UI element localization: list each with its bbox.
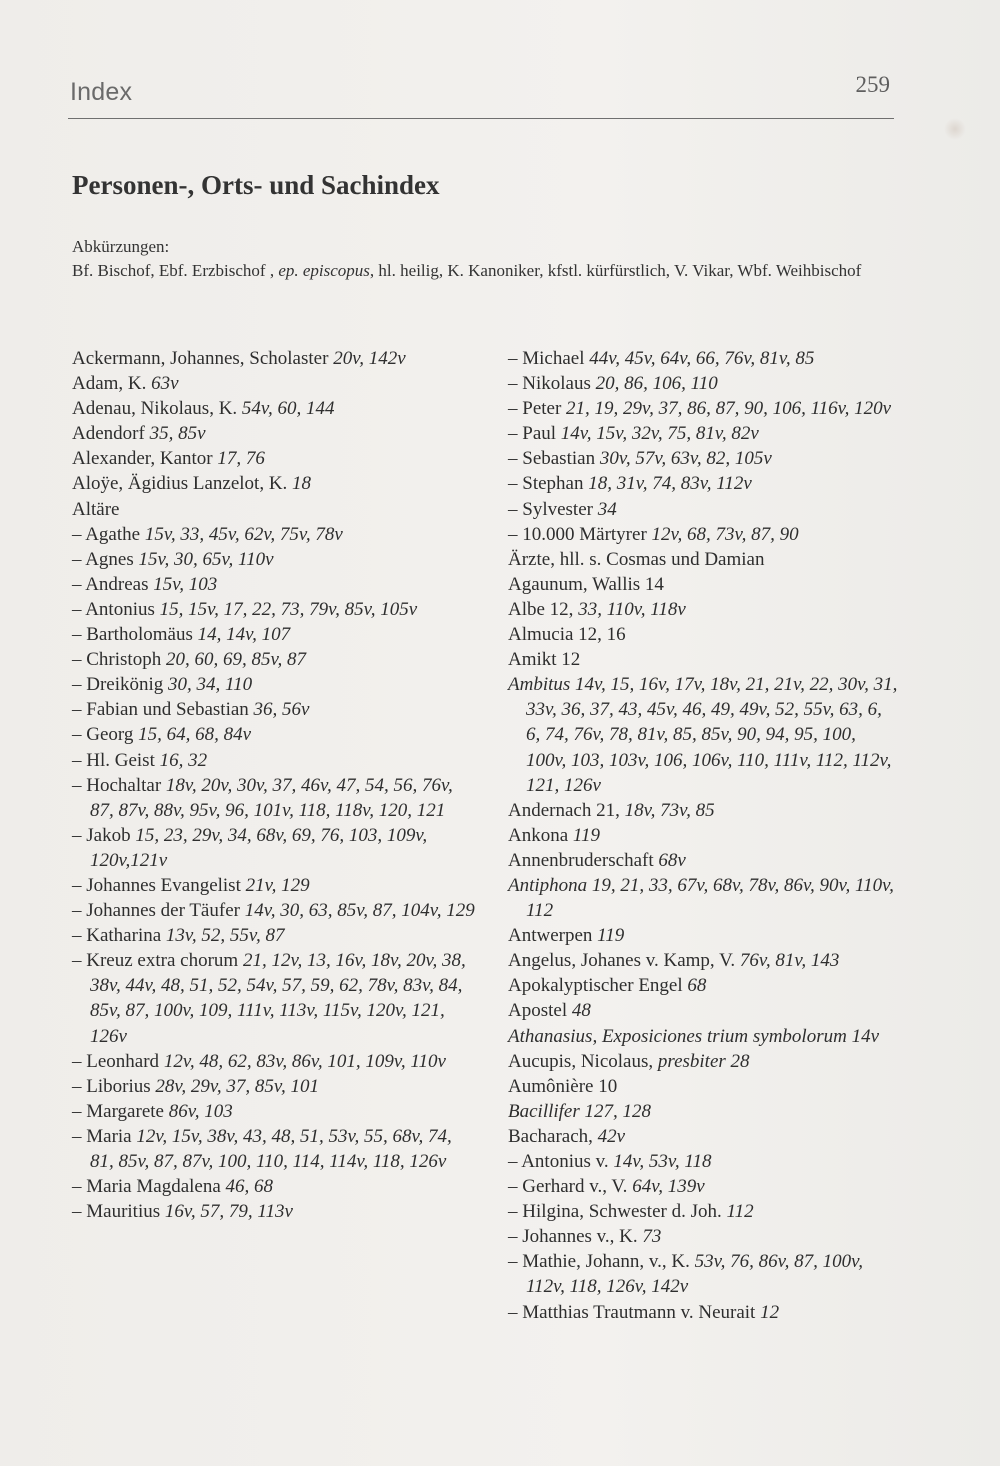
- index-entry-pages: 76v, 81v, 143: [739, 950, 840, 972]
- index-entry-pages: 18v, 20v, 30v, 37, 46v, 47, 54, 56, 76v, 87, 87v, 88v, 95v, 96, 101v, 118, 118v, 120, 121: [90, 774, 453, 821]
- page-number: 259: [855, 72, 890, 97]
- index-entry-term: Apostel: [508, 1000, 572, 1022]
- index-entry-term: Ambitus: [508, 674, 576, 696]
- index-entry-pages: 21, 19, 29v, 37, 86, 87, 90, 106, 116v, 120v: [566, 398, 892, 420]
- index-entry-pages: 35, 85v: [149, 423, 206, 445]
- index-entry: [72, 1049, 477, 1074]
- index-entry: [508, 798, 900, 823]
- index-entry-term: Albe 12,: [508, 598, 579, 620]
- index-entry-term: – Fabian und Sebastian: [72, 699, 254, 721]
- index-entry-term: – Leonhard: [72, 1050, 164, 1072]
- index-entry: [72, 446, 477, 471]
- index-entry-term: – Andreas: [72, 573, 154, 595]
- index-entry: [508, 1249, 900, 1299]
- index-entry-pages: 127, 128: [584, 1100, 652, 1122]
- index-entry-pages: 14, 14v, 107: [197, 624, 291, 646]
- index-entry: [72, 923, 477, 948]
- index-entry-pages: 12v, 68, 73v, 87, 90: [651, 523, 799, 545]
- index-entry: [72, 371, 477, 396]
- index-entry-pages: 14v, 15v, 32v, 75, 81v, 82v: [560, 423, 759, 445]
- index-entry: [72, 823, 477, 873]
- index-entry: [72, 396, 477, 421]
- index-entry-term: Adenau, Nikolaus, K.: [72, 398, 242, 420]
- index-entry-term: Altäre: [72, 498, 120, 520]
- index-entry: [72, 572, 477, 597]
- index-entry-pages: 14v, 15, 16v, 17v, 18v, 21, 21v, 22, 30v, 31, 33v, 36, 37, 43, 45v, 46, 49, 49v, 52, 55v, 63, 6, 6, 74, 76v, 78, 81v, 85, 85v, 90, 94, 95, 100, 100v, 103, 103v, 106, 106v, 110, 111v, 112, 112v, 121, 126v: [526, 674, 898, 796]
- index-entry-term: – Kreuz extra chorum: [72, 950, 243, 972]
- index-entry-pages: 119: [597, 925, 625, 947]
- index-entry-pages: presbiter 28: [657, 1050, 750, 1072]
- index-entry: [72, 1099, 477, 1124]
- abbreviations-heading: Abkürzungen:: [72, 237, 170, 256]
- index-entry: [508, 973, 900, 998]
- index-entry-term: – Agathe: [72, 523, 145, 545]
- index-entry-term: Ackermann, Johannes, Scholaster: [72, 348, 334, 369]
- index-column-right: [508, 346, 900, 1325]
- index-entry: [508, 1149, 900, 1174]
- index-entry-term: – Mathie, Johann, v., K.: [508, 1251, 695, 1273]
- index-entry-pages: 15v, 33, 45v, 62v, 75v, 78v: [144, 523, 343, 545]
- index-entry: [72, 471, 477, 496]
- index-entry-term: Adam, K.: [72, 373, 152, 395]
- index-entry: [72, 722, 477, 747]
- index-entry-pages: 20, 60, 69, 85v, 87: [165, 649, 306, 671]
- index-entry: [508, 998, 900, 1023]
- index-entry: [72, 1174, 477, 1199]
- index-entry-term: – Michael: [508, 348, 590, 369]
- index-entry-term: Almucia 12, 16: [508, 624, 626, 646]
- index-entry-pages: 18, 31v, 74, 83v, 112v: [588, 473, 752, 495]
- index-entry-term: – Johannes der Täufer: [72, 900, 245, 922]
- index-entry: [508, 597, 900, 622]
- index-entry-term: Bacharach,: [508, 1125, 598, 1147]
- index-entry: [72, 898, 477, 923]
- index-entry-pages: 14v, 30, 63, 85v, 87, 104v, 129: [244, 900, 475, 922]
- index-entry-pages: 64v, 139v: [632, 1176, 705, 1198]
- index-entry: [508, 371, 900, 396]
- index-entry: [508, 823, 900, 848]
- index-entry-pages: 14v: [851, 1025, 880, 1047]
- index-entry: [508, 923, 900, 948]
- index-entry: [508, 1099, 900, 1124]
- index-entry-pages: 18v, 73v, 85: [624, 799, 715, 821]
- index-entry-term: Ankona: [508, 824, 573, 846]
- index-entry: [72, 672, 477, 697]
- index-entry: [508, 1300, 900, 1325]
- index-entry: [508, 647, 900, 672]
- abbreviations-block: [72, 235, 902, 283]
- index-entry-term: Apokalyptischer Engel: [508, 975, 688, 997]
- index-entry: [72, 748, 477, 773]
- index-entry-pages: 36, 56v: [253, 699, 310, 721]
- index-entry: [508, 948, 900, 973]
- index-entry: [508, 1124, 900, 1149]
- index-entry: [508, 421, 900, 446]
- index-entry-pages: 68v: [658, 849, 686, 871]
- index-column-left: [72, 346, 477, 1224]
- index-entry: [508, 1074, 900, 1099]
- abbreviations-part-3: , hl. heilig, K. Kanoniker, kfstl. kürfürstlich, V. Vikar, Wbf. Weihbischof: [369, 261, 862, 280]
- index-entry-term: – Johannes v., K.: [508, 1226, 643, 1248]
- index-entry-term: Andernach 21,: [508, 799, 625, 821]
- index-entry-term: – Peter: [508, 398, 567, 420]
- index-entry: [72, 647, 477, 672]
- index-entry-term: Ärzte, hll. s. Cosmas und Damian: [508, 548, 765, 570]
- index-entry-pages: 54v, 60, 144: [241, 398, 335, 420]
- index-entry-pages: 18: [292, 473, 312, 495]
- index-entry: [72, 597, 477, 622]
- index-entry-pages: 73: [642, 1226, 662, 1248]
- index-entry-pages: 15v, 103: [153, 573, 218, 595]
- index-entry-term: Amikt 12: [508, 649, 581, 671]
- index-entry: [72, 697, 477, 722]
- index-entry-term: Annenbruderschaft: [508, 849, 659, 871]
- index-entry-pages: 30, 34, 110: [168, 674, 253, 696]
- index-entry-term: – Matthias Trautmann v. Neurait: [508, 1301, 761, 1323]
- index-entry: [72, 547, 477, 572]
- index-entry: [72, 421, 477, 446]
- index-entry-pages: 33, 110v, 118v: [578, 598, 686, 620]
- index-entry-pages: 46, 68: [225, 1176, 274, 1198]
- index-entry-term: – Christoph: [72, 649, 166, 671]
- index-entry-term: – Stephan: [508, 473, 589, 495]
- index-entry: [72, 948, 477, 1048]
- index-entry-pages: 21v, 129: [245, 874, 310, 896]
- section-label: Index: [70, 78, 133, 106]
- index-entry-pages: 48: [571, 1000, 591, 1022]
- index-entry-term: Aloÿe, Ägidius Lanzelot, K.: [72, 473, 293, 495]
- index-entry-term: – 10.000 Märtyrer: [508, 523, 652, 545]
- index-entry-pages: 16v, 57, 79, 113v: [164, 1201, 293, 1223]
- index-entry-term: Adendorf: [72, 423, 150, 445]
- running-header: [68, 72, 894, 119]
- index-entry-term: Antiphona: [508, 874, 592, 896]
- abbreviations-part-2: ep. episcopus: [278, 261, 370, 280]
- index-entry-pages: 63v: [151, 373, 179, 395]
- index-entry-pages: 21, 12v, 13, 16v, 18v, 20v, 38, 38v, 44v, 48, 51, 52, 54v, 57, 59, 62, 78v, 83v, 84, 85v, 87, 100v, 109, 111v, 113v, 115v, 120v, 121, 126v: [90, 950, 466, 1047]
- index-entry-term: – Maria: [72, 1125, 137, 1147]
- index-entry-term: – Hochaltar: [72, 774, 166, 796]
- index-entry: [508, 1174, 900, 1199]
- index-entry-term: Bacillifer: [508, 1100, 585, 1122]
- show-through-mark: [944, 118, 966, 140]
- index-entry-term: – Jakob: [72, 824, 136, 846]
- index-entry-term: – Liborius: [72, 1075, 156, 1097]
- index-entry: [72, 522, 477, 547]
- index-entry-pages: 12v, 48, 62, 83v, 86v, 101, 109v, 110v: [163, 1050, 446, 1072]
- index-entry: [508, 1049, 900, 1074]
- index-entry-term: – Sylvester: [508, 498, 598, 520]
- index-entry-pages: 15, 23, 29v, 34, 68v, 69, 76, 103, 109v, 120v,121v: [90, 824, 428, 871]
- index-entry-pages: 15v, 30, 65v, 110v: [138, 548, 274, 570]
- index-entry: [508, 396, 900, 421]
- index-entry: [72, 1124, 477, 1174]
- index-entry-pages: 30v, 57v, 63v, 82, 105v: [599, 448, 772, 470]
- index-entry-pages: 119: [572, 824, 600, 846]
- index-entry-term: Angelus, Johanes v. Kamp, V.: [508, 950, 740, 972]
- index-entry-term: – Nikolaus: [508, 373, 596, 395]
- index-entry: [508, 848, 900, 873]
- index-entry-pages: 112: [726, 1201, 754, 1223]
- index-entry: [72, 346, 477, 371]
- abbreviations-part-1: Bf. Bischof, Ebf. Erzbischof ,: [72, 261, 279, 280]
- index-entry-term: Alexander, Kantor: [72, 448, 218, 470]
- index-entry-term: – Paul: [508, 423, 561, 445]
- index-entry-pages: 15, 64, 68, 84v: [138, 724, 252, 746]
- index-entry: [508, 446, 900, 471]
- index-entry: [72, 773, 477, 823]
- index-entry-term: – Agnes: [72, 548, 139, 570]
- index-entry-pages: 14v, 53v, 118: [613, 1151, 712, 1172]
- index-entry: [508, 471, 900, 496]
- index-entry-term: – Bartholomäus: [72, 624, 198, 646]
- index-entry-pages: 12v, 15v, 38v, 43, 48, 51, 53v, 55, 68v, 74, 81, 85v, 87, 87v, 100, 110, 114, 114v, 118, 126v: [90, 1125, 452, 1172]
- index-entry-term: – Mauritius: [72, 1201, 165, 1223]
- index-entry-term: – Antonius: [72, 598, 160, 620]
- abbreviations-text: [72, 259, 902, 283]
- index-entry-pages: 86v, 103: [168, 1100, 233, 1122]
- index-entry: [72, 497, 477, 522]
- index-entry-term: – Katharina: [72, 925, 166, 947]
- index-entry-term: Antwerpen: [508, 925, 598, 947]
- index-entry: [508, 1024, 900, 1049]
- index-entry: [72, 873, 477, 898]
- index-entry-pages: 28v, 29v, 37, 85v, 101: [155, 1075, 319, 1097]
- index-entry: [508, 497, 900, 522]
- index-entry-pages: 12: [760, 1301, 780, 1323]
- index-entry-term: – Hl. Geist: [72, 749, 160, 771]
- index-entry-term: – Gerhard v., V.: [508, 1176, 633, 1198]
- index-entry-pages: 17, 76: [217, 448, 265, 470]
- index-entry-pages: 44v, 45v, 64v, 66, 76v, 81v, 85: [589, 348, 815, 369]
- index-entry: [508, 622, 900, 647]
- index-entry-term: – Margarete: [72, 1100, 169, 1122]
- index-entry: [72, 622, 477, 647]
- index-entry-pages: 53v, 76, 86v, 87, 100v, 112v, 118, 126v, 142v: [526, 1251, 863, 1298]
- index-entry: [508, 873, 900, 923]
- index-entry: [508, 572, 900, 597]
- index-entry-pages: 68: [687, 975, 707, 997]
- index-entry-term: Aumônière 10: [508, 1075, 618, 1097]
- index-entry-term: – Sebastian: [508, 448, 600, 470]
- index-entry-pages: 42v: [597, 1125, 626, 1147]
- index-entry-pages: 19, 21, 33, 67v, 68v, 78v, 86v, 90v, 110v, 112: [526, 874, 894, 922]
- index-entry: [508, 672, 900, 797]
- index-entry: [72, 1199, 477, 1224]
- index-entry-term: – Hilgina, Schwester d. Joh.: [508, 1201, 727, 1223]
- index-title: Personen-, Orts- und Sachindex: [72, 170, 440, 200]
- index-entry: [508, 522, 900, 547]
- index-entry-pages: 16, 32: [159, 749, 208, 771]
- index-entry-pages: 20v, 142v: [333, 348, 406, 369]
- index-entry: [508, 1199, 900, 1224]
- index-entry-term: – Dreikönig: [72, 674, 169, 696]
- index-entry-term: – Antonius v.: [508, 1151, 614, 1172]
- index-entry-term: – Maria Magdalena: [72, 1176, 226, 1198]
- index-entry-term: – Johannes Evangelist: [72, 874, 246, 896]
- index-entry-term: Aucupis, Nicolaus,: [508, 1050, 658, 1072]
- index-entry: [508, 547, 900, 572]
- index-entry-term: Agaunum, Wallis 14: [508, 573, 664, 595]
- index-entry: [508, 346, 900, 371]
- index-entry-term: – Georg: [72, 724, 139, 746]
- index-entry-term: Athanasius, Exposiciones trium symbolorum: [508, 1025, 852, 1047]
- index-entry: [508, 1224, 900, 1249]
- index-entry-pages: 13v, 52, 55v, 87: [165, 925, 285, 947]
- index-entry-pages: 34: [597, 498, 617, 520]
- index-entry-pages: 20, 86, 106, 110: [595, 373, 718, 395]
- index-entry: [72, 1074, 477, 1099]
- index-entry-pages: 15, 15v, 17, 22, 73, 79v, 85v, 105v: [159, 598, 418, 620]
